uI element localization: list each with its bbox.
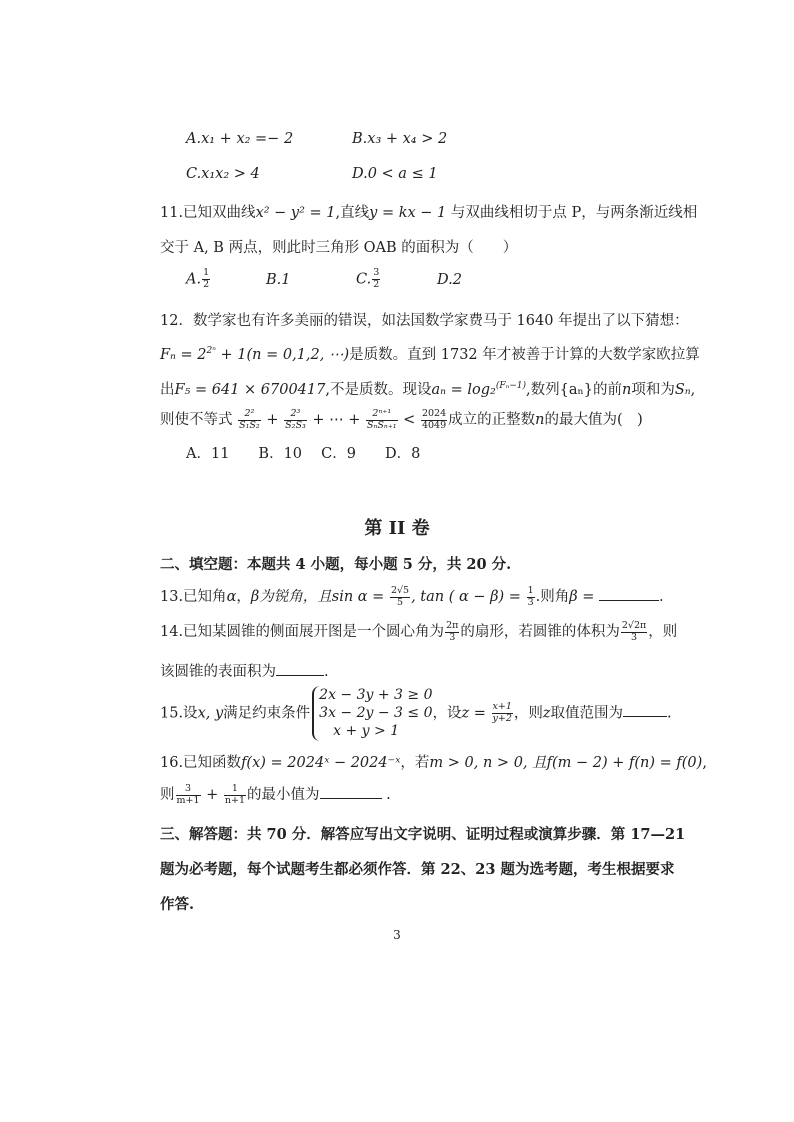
q10-option-a: A.x₁ + x₂ =− 2 [186,131,294,147]
q12-line1: 12．数学家也有许多美丽的错误，如法国数学家费马于 1640 年提出了以下猜想： [160,313,689,329]
q11-option-d: D.2 [437,272,462,288]
q12-line2: $F_n = 2^{2^n} + 1(n = 0,1,2$, ⋯)是质数。直到 1732 年才被善于计算的大数学家欧拉算 [160,346,700,363]
q11-option-a: A. $\frac{1}{2}$ [186,267,210,290]
q16-line1: 16.已知函数f(x) = 2024ˣ − 2024⁻ˣ，若m > 0, n > 0, 且f(m − 2) + f(n) = f(0), [160,755,707,771]
page-number: 3 [393,928,401,942]
constraint-system: 2x − 3y + 3 ≥ 0 3x − 2y − 3 ≤ 0 x + y > 1 [312,686,432,741]
answer-blank [599,599,659,601]
q11-line1: 11.已知双曲线x² − y² = 1,直线y = kx − 1 与双曲线相切于点 P，与两条渐近线相 [160,205,698,221]
q11-option-c: C. $\frac{3}{2}$ [356,267,380,290]
q14-line1: 14.已知某圆锥的侧面展开图是一个圆心角为 $\frac{2\pi}{3}$ 的扇形，若圆锥的体积为 $\frac{2√2\pi}{3}$ ，则 [160,619,678,643]
q10-option-c: C.x₁x₂ > 4 [186,166,260,182]
section3-line2: 题为必考题，每个试题考生都必须作答．第 22、23 题为选考题，考生根据要求 [160,861,675,878]
q12-line3: 出F₅ = 641 × 6700417,不是质数。现设aₙ = log₂$^{(F_n-1)}$,数列{aₙ}的前n项和为Sₙ, [160,381,696,398]
q11-option-b: B.1 [266,272,291,288]
section2-heading: 二、填空题：本题共 4 小题，每小题 5 分，共 20 分. [160,556,512,573]
q12-options: A．11 B．10 C．9 D．8 [186,446,421,462]
section3-line1: 三、解答题：共 70 分．解答应写出文字说明、证明过程或演算步骤．第 17—21 [160,826,686,843]
q12-line4: 则使不等式 $\frac{\text{2²}}{\text{S₁S₂}}$ + $\frac{\text{2³}}{\text{S₂S₃}}$ + ⋯ + $\frac{\text{2ⁿ⁺¹}}{\text{SₙSₙ₊₁}}$ < $\frac{2024}{4049}$ 成立的正整数n的最大值为( ) [160,407,643,431]
section-title: 第 II 卷 [364,518,430,539]
q16-line2: 则 $\frac{3}{m+1}$ + $\frac{1}{n+1}$ 的最小值为 . [160,782,391,806]
answer-blank [276,674,324,676]
q15: 15.设x, y满足约束条件 2x − 3y + 3 ≥ 0 3x − 2y − 3 ≤ 0 x + y > 1 ，设z = $\frac{x+1}{y+2}$ ，则z取值范围为 . [160,687,672,740]
q10-option-b: B.x₃ + x₄ > 2 [352,131,448,147]
answer-blank [320,797,382,799]
q14-line2: 该圆锥的表面积为 . [160,664,329,680]
q10-option-d: D.0 < a ≤ 1 [352,166,438,182]
q11-line2: 交于 A, B 两点，则此时三角形 OAB 的面积为（ ） [160,240,518,256]
answer-blank [623,715,667,717]
q13: 13.已知角α，β为锐角，且sin α = $\frac{2√5}{5}$ , tan ( α − β) = $\frac{1}{3}$ .则角β = . [160,584,664,608]
section3-line3: 作答. [160,896,195,913]
